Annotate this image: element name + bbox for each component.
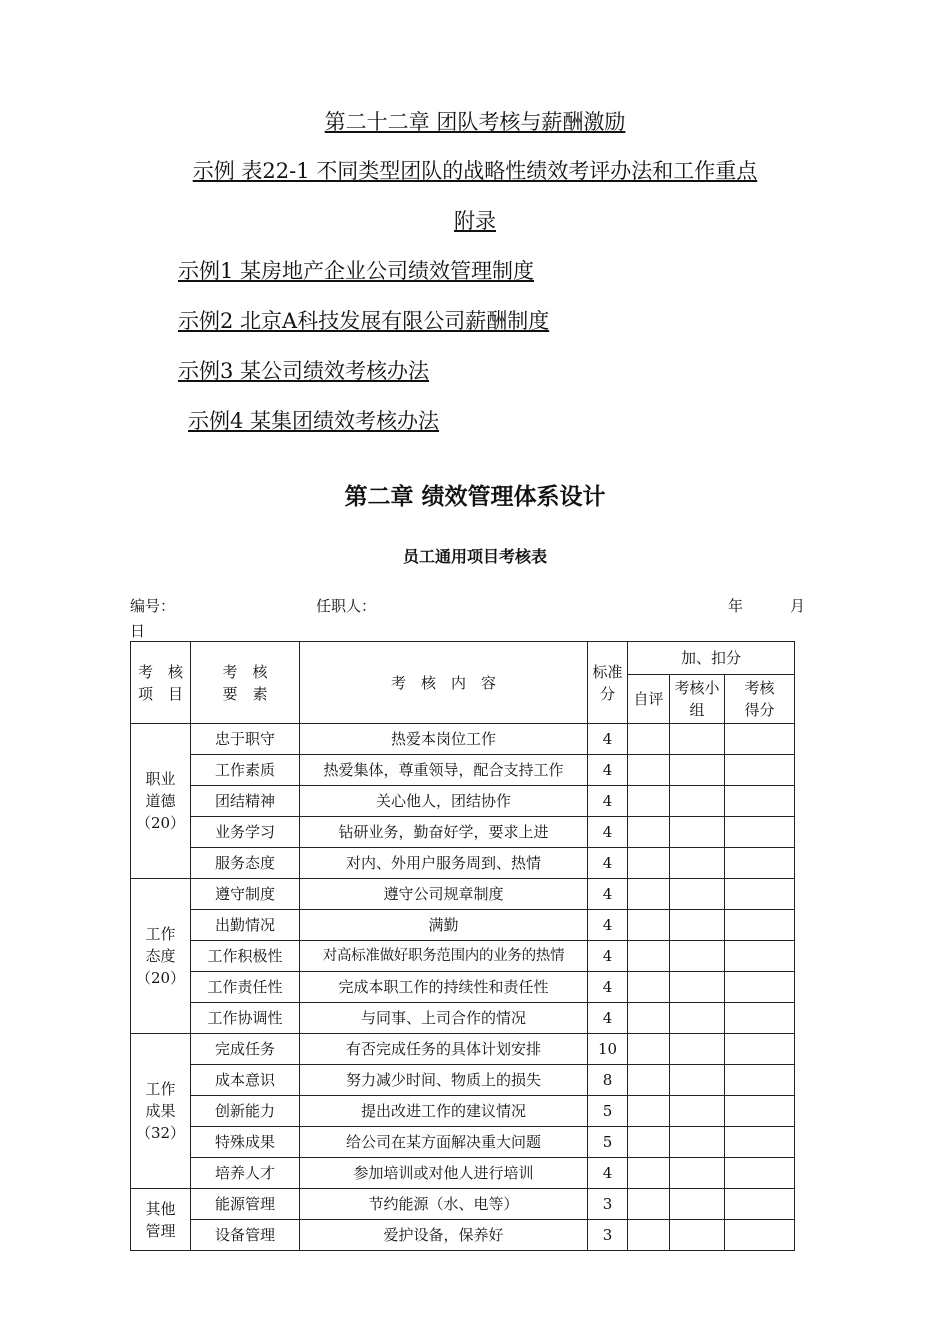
review-group-cell [670, 972, 725, 1003]
final-score-cell [725, 1065, 795, 1096]
review-group-cell [670, 724, 725, 755]
element-cell: 完成任务 [191, 1034, 300, 1065]
final-score-cell [725, 755, 795, 786]
table-row [131, 941, 795, 972]
final-score-cell [725, 1158, 795, 1189]
standard-score-cell: 4 [588, 972, 628, 1003]
review-group-cell [670, 1127, 725, 1158]
content-cell: 遵守公司规章制度 [300, 879, 588, 910]
content-cell: 与同事、上司合作的情况 [300, 1003, 588, 1034]
review-group-cell [670, 879, 725, 910]
final-score-cell [725, 1003, 795, 1034]
final-score-cell [725, 1189, 795, 1220]
header-item: 考 核 项 目 [131, 642, 191, 724]
self-evaluation-cell [628, 724, 670, 755]
form-title: 员工通用项目考核表 [402, 547, 547, 566]
self-evaluation-cell [628, 1003, 670, 1034]
final-score-cell [725, 1127, 795, 1158]
element-cell: 工作素质 [191, 755, 300, 786]
self-evaluation-cell [628, 755, 670, 786]
table-row [131, 1065, 795, 1096]
review-group-cell [670, 910, 725, 941]
content-cell: 热爱集体，尊重领导，配合支持工作 [300, 755, 588, 786]
day-label: 日 [130, 622, 146, 640]
content-cell: 满勤 [300, 910, 588, 941]
table-row [131, 848, 795, 879]
table-row [131, 972, 795, 1003]
content-cell: 对高标准做好职务范围内的业务的热情 [300, 941, 588, 972]
review-group-cell [670, 941, 725, 972]
element-cell: 业务学习 [191, 817, 300, 848]
header-self-evaluation: 自评 [628, 675, 670, 724]
chapter-title: 第二章 绩效管理体系设计 [344, 484, 606, 510]
standard-score-cell: 4 [588, 848, 628, 879]
self-evaluation-cell [628, 1189, 670, 1220]
self-evaluation-cell [628, 848, 670, 879]
standard-score-cell: 3 [588, 1220, 628, 1251]
review-group-cell [670, 1189, 725, 1220]
self-evaluation-cell [628, 1034, 670, 1065]
element-cell: 忠于职守 [191, 724, 300, 755]
table-row [131, 910, 795, 941]
table-row [131, 1127, 795, 1158]
toc-link-appendix[interactable]: 附录 [454, 209, 496, 233]
element-cell: 创新能力 [191, 1096, 300, 1127]
standard-score-cell: 4 [588, 1158, 628, 1189]
final-score-cell [725, 1034, 795, 1065]
self-evaluation-cell [628, 1065, 670, 1096]
self-evaluation-cell [628, 1096, 670, 1127]
content-cell: 给公司在某方面解决重大问题 [300, 1127, 588, 1158]
content-cell: 有否完成任务的具体计划安排 [300, 1034, 588, 1065]
review-group-cell [670, 817, 725, 848]
review-group-cell [670, 1065, 725, 1096]
content-cell: 提出改进工作的建议情况 [300, 1096, 588, 1127]
review-group-cell [670, 1034, 725, 1065]
category-cell: 工作 成果 （32） [131, 1034, 191, 1189]
self-evaluation-cell [628, 786, 670, 817]
table-row [131, 1034, 795, 1065]
header-final-score: 考核 得分 [725, 675, 795, 724]
content-cell: 完成本职工作的持续性和责任性 [300, 972, 588, 1003]
header-standard-score: 标准 分 [588, 642, 628, 724]
review-group-cell [670, 848, 725, 879]
header-element: 考 核 要 素 [191, 642, 300, 724]
final-score-cell [725, 1220, 795, 1251]
standard-score-cell: 4 [588, 1003, 628, 1034]
review-group-cell [670, 1158, 725, 1189]
year-label: 年 [728, 597, 744, 615]
final-score-cell [725, 910, 795, 941]
standard-score-cell: 5 [588, 1096, 628, 1127]
category-cell: 其他 管理 [131, 1189, 191, 1251]
standard-score-cell: 4 [588, 724, 628, 755]
standard-score-cell: 4 [588, 941, 628, 972]
category-cell: 工作 态度 （20） [131, 879, 191, 1034]
table-row [131, 786, 795, 817]
element-cell: 服务态度 [191, 848, 300, 879]
final-score-cell [725, 848, 795, 879]
toc-link-chapter-22[interactable]: 第二十二章 团队考核与薪酬激励 [324, 110, 626, 134]
self-evaluation-cell [628, 879, 670, 910]
element-cell: 出勤情况 [191, 910, 300, 941]
standard-score-cell: 4 [588, 910, 628, 941]
table-row [131, 1096, 795, 1127]
standard-score-cell: 4 [588, 879, 628, 910]
table-row [131, 724, 795, 755]
element-cell: 设备管理 [191, 1220, 300, 1251]
header-content: 考 核 内 容 [300, 642, 588, 724]
toc-link-example-2[interactable]: 示例2 北京A科技发展有限公司薪酬制度 [178, 309, 550, 333]
self-evaluation-cell [628, 972, 670, 1003]
review-group-cell [670, 1003, 725, 1034]
standard-score-cell: 3 [588, 1189, 628, 1220]
final-score-cell [725, 1096, 795, 1127]
table-row [131, 1003, 795, 1034]
final-score-cell [725, 972, 795, 1003]
content-cell: 爱护设备，保养好 [300, 1220, 588, 1251]
assessment-table [130, 641, 795, 1251]
element-cell: 工作责任性 [191, 972, 300, 1003]
number-label: 编号： [130, 597, 176, 615]
content-cell: 节约能源（水、电等） [300, 1189, 588, 1220]
self-evaluation-cell [628, 817, 670, 848]
standard-score-cell: 4 [588, 817, 628, 848]
toc-link-example-3[interactable]: 示例3 某公司绩效考核办法 [178, 359, 430, 383]
content-cell: 对内、外用户服务周到、热情 [300, 848, 588, 879]
table-row [131, 755, 795, 786]
self-evaluation-cell [628, 1127, 670, 1158]
element-cell: 团结精神 [191, 786, 300, 817]
standard-score-cell: 8 [588, 1065, 628, 1096]
self-evaluation-cell [628, 910, 670, 941]
review-group-cell [670, 786, 725, 817]
content-cell: 努力减少时间、物质上的损失 [300, 1065, 588, 1096]
review-group-cell [670, 755, 725, 786]
table-row [131, 817, 795, 848]
review-group-cell [670, 1220, 725, 1251]
table-row [131, 1158, 795, 1189]
standard-score-cell: 10 [588, 1034, 628, 1065]
employee-label: 任职人： [316, 597, 377, 615]
standard-score-cell: 4 [588, 755, 628, 786]
self-evaluation-cell [628, 941, 670, 972]
header-adjustment: 加、扣分 [628, 642, 795, 675]
element-cell: 遵守制度 [191, 879, 300, 910]
toc-link-example-1[interactable]: 示例1 某房地产企业公司绩效管理制度 [178, 259, 535, 283]
self-evaluation-cell [628, 1220, 670, 1251]
self-evaluation-cell [628, 1158, 670, 1189]
category-cell: 职业 道德 （20） [131, 724, 191, 879]
toc-link-example-4[interactable]: 示例4 某集团绩效考核办法 [188, 409, 440, 433]
table-row [131, 1220, 795, 1251]
table-row [131, 879, 795, 910]
standard-score-cell: 5 [588, 1127, 628, 1158]
element-cell: 能源管理 [191, 1189, 300, 1220]
final-score-cell [725, 724, 795, 755]
element-cell: 工作积极性 [191, 941, 300, 972]
final-score-cell [725, 879, 795, 910]
final-score-cell [725, 941, 795, 972]
toc-link-example-table-22-1[interactable]: 示例 表22-1 不同类型团队的战略性绩效考评办法和工作重点 [192, 159, 758, 183]
month-label: 月 [790, 597, 806, 615]
content-cell: 关心他人，团结协作 [300, 786, 588, 817]
element-cell: 工作协调性 [191, 1003, 300, 1034]
content-cell: 参加培训或对他人进行培训 [300, 1158, 588, 1189]
standard-score-cell: 4 [588, 786, 628, 817]
content-cell: 热爱本岗位工作 [300, 724, 588, 755]
header-review-group: 考核小 组 [670, 675, 725, 724]
table-row [131, 1189, 795, 1220]
final-score-cell [725, 817, 795, 848]
element-cell: 成本意识 [191, 1065, 300, 1096]
review-group-cell [670, 1096, 725, 1127]
element-cell: 特殊成果 [191, 1127, 300, 1158]
element-cell: 培养人才 [191, 1158, 300, 1189]
content-cell: 钻研业务，勤奋好学，要求上进 [300, 817, 588, 848]
final-score-cell [725, 786, 795, 817]
